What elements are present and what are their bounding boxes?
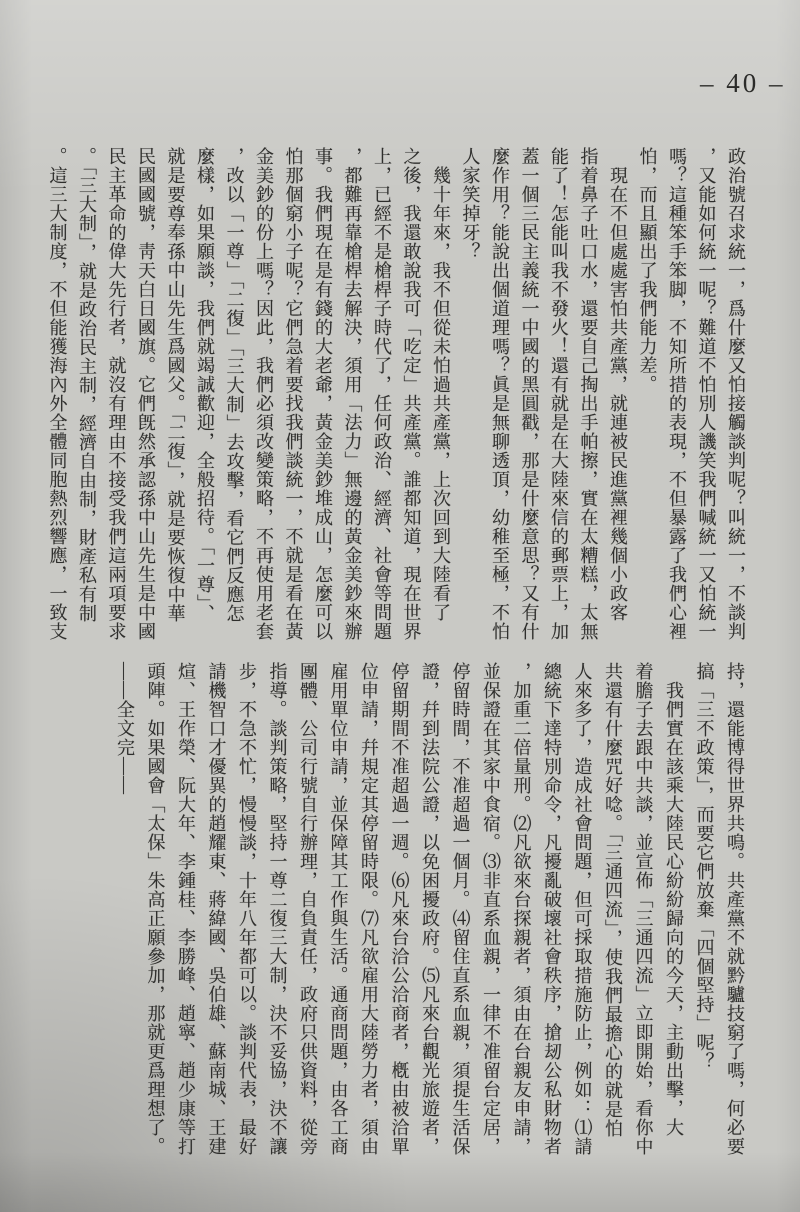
- text-column: 。這三大制度，不但能獲海內外全體同胞熱烈響應，一致支: [47, 147, 68, 641]
- text-column: 位申請，幷規定其停留時限。⑺凡欲雇用大陸勞力者，須由: [359, 662, 379, 1156]
- text-column: 搞「三不政策」，而要它們放棄「四個堅持」呢？: [694, 662, 715, 1071]
- text-column: 民國國號，靑天白日國旗。它們旣然承認孫中山先生是中國: [136, 147, 156, 641]
- text-column: 民主革命的偉大先行者，就沒有理由不接受我們這兩項要求: [106, 147, 127, 641]
- text-column: 證，幷到法院公證，以免困擾政府。⑸凡來台觀光旅遊者，: [420, 662, 440, 1156]
- text-column: 嗎？這種笨手笨脚，不知所措的表現，不但暴露了我們心裡: [667, 147, 687, 641]
- text-column: 停留時間，不准超過一個月。⑷留住直系血親，須提生活保: [450, 662, 471, 1156]
- text-column: 並保證在其家中食宿。⑶非直系血親，一律不准留台定居，: [481, 662, 501, 1156]
- text-column: 步，不急不忙，慢慢談，十年八年都可以。談判代表，最好: [237, 662, 257, 1156]
- article-top-block: [42, 147, 750, 649]
- text-column: 現在不但處處害怕共產黨，就連被民進黨裡幾個小政客: [608, 147, 628, 622]
- text-column: 蓋一個三民主義統一中國的黑圓戳，那是什麼意思？又有什: [519, 147, 540, 641]
- text-column: 團體、公司行號自行辦理，自負責任，政府只供資料，從旁: [298, 662, 318, 1156]
- text-column: 共還有什麼咒好唸。「三通四流」，使我們最擔心的就是怕: [603, 662, 623, 1138]
- text-column: 人來多了，造成社會問題，但可採取措施防止，例如：⑴請: [572, 662, 593, 1156]
- text-column: 指導。談判策略，堅持一尊二復三大制，決不妥協，決不讓: [267, 662, 288, 1156]
- text-column: 持，還能博得世界共鳴。共產黨不就黔驢技窮了嗎，何必要: [725, 662, 745, 1156]
- text-column: 麼作用？能說出個道理嗎？眞是無聊透頂，幼稚至極，不怕: [490, 147, 510, 641]
- text-column: 着膽子去跟中共談，並宣佈「三通四流」立即開始，看你中: [633, 662, 654, 1156]
- text-column: 。「三大制」，就是政治民主制，經濟自由制，財產私有制: [77, 147, 97, 623]
- text-column: ，都難再靠槍桿去解決，須用「法力」無邊的黃金美鈔來辦: [342, 147, 363, 641]
- text-column: 能了！怎能叫我不發火！還有就是在大陸來信的郵票上，加: [549, 147, 569, 641]
- text-column: 雇用單位申請，並保障其工作與生活。通商問題，由各工商: [328, 662, 349, 1156]
- article-bottom-block: [110, 662, 751, 1167]
- text-column: 總統下達特別命令，凡擾亂破壞社會秩序，搶刼公私財物者: [542, 662, 562, 1156]
- text-column: 頭陣。如果國會「太保」朱高正願參加，那就更爲理想了。: [145, 662, 166, 1156]
- page-number: – 40 –: [700, 68, 786, 98]
- text-column: ，又能如何統一呢？難道不怕別人譏笑我們喊統一又怕統一: [696, 147, 717, 641]
- text-column: 我們實在該乘大陸民心紛紛歸向的今天，主動出擊，大: [664, 662, 684, 1137]
- text-column: ，改以「一尊」「二復」「三大制」去攻擊，看它們反應怎: [224, 147, 245, 623]
- text-column: ，加重二倍量刑。⑵凡欲來台探親者，須由在台親友申請，: [511, 662, 532, 1156]
- text-column: 政治號召求統一，爲什麼又怕接觸談判呢？叫統一，不談判: [726, 147, 746, 641]
- text-column: 麼樣，如果願談，我們就竭誠歡迎，全般招待。「一尊」、: [195, 147, 215, 623]
- text-column: 怕，而且顯出了我們能力差。: [637, 147, 658, 394]
- text-column: 之後，我還敢說我可「吃定」共產黨。誰都知道，現在世界: [401, 147, 422, 641]
- text-column: 煊、王作榮、阮大年、李鍾桂、李勝峰、趙寧、趙少康等打: [176, 662, 196, 1156]
- text-column: 停留期間不准超過一週。⑹凡來台洽公洽商者，槪由被洽單: [389, 662, 410, 1156]
- text-column: 事。我們現在是有錢的大老爺，黃金美鈔堆成山，怎麼可以: [313, 147, 333, 641]
- text-column: 指着鼻子吐口水，還要自己掏出手帕擦，實在太糟糕，太無: [578, 147, 599, 641]
- text-column: ——全文完——: [115, 662, 135, 795]
- text-column: 金美鈔的份上嗎？因此，我們必須改變策略，不再使用老套: [254, 147, 274, 641]
- text-column: 就是要尊奉孫中山先生爲國父。「二復」，就是要恢復中華: [165, 147, 186, 623]
- text-column: 人家笑掉牙？: [460, 147, 481, 261]
- text-column: 幾十年來，我不但從未怕過共產黨，上次回到大陸看了: [431, 147, 451, 622]
- text-column: 上，已經不是槍桿子時代了，任何政治、經濟、社會等問題: [372, 147, 392, 641]
- text-column: 請機智口才優異的趙耀東、蔣緯國、吳伯雄、蘇南城、王建: [206, 662, 227, 1156]
- text-column: 怕那個窮小子呢？它們急着要找我們談統一，不就是看在黃: [283, 147, 304, 641]
